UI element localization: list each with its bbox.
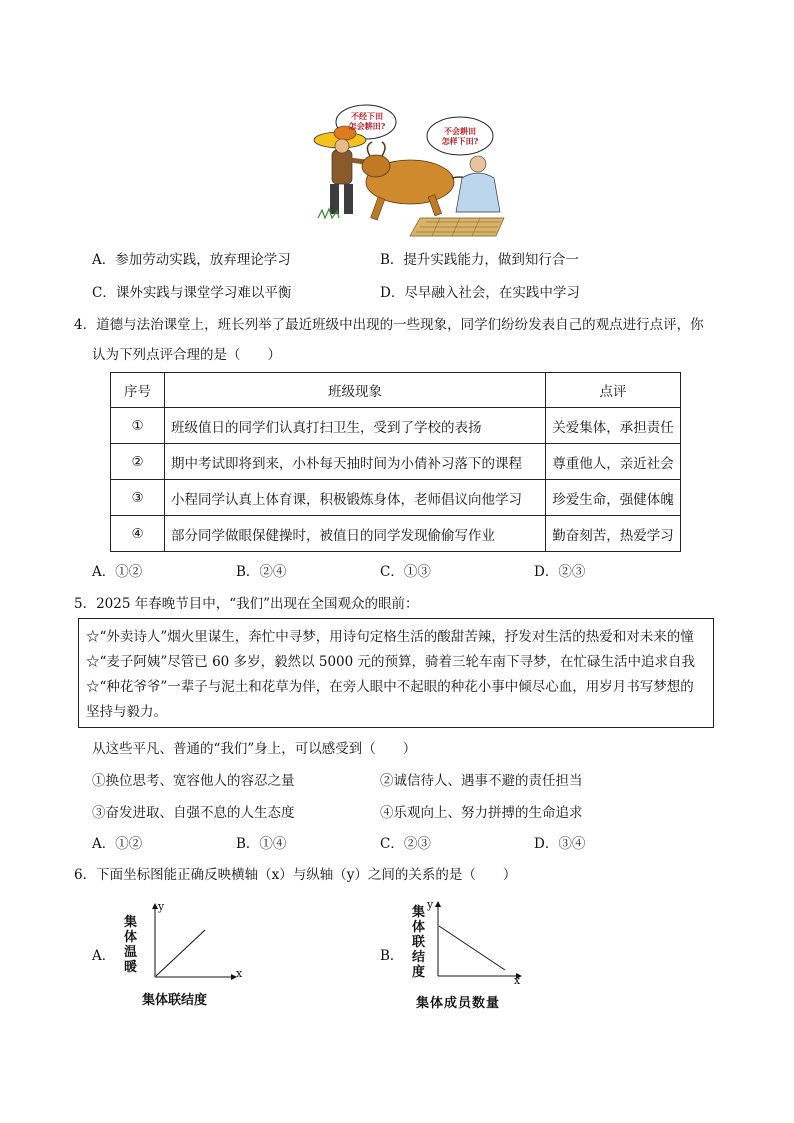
q5-material-box	[78, 618, 714, 728]
q5-statement-1: ①换位思考、宽容他人的容忍之量	[92, 773, 295, 789]
graph-a-x-symbol: x	[236, 967, 243, 980]
graph-a-ylabel: 集体温暖	[124, 915, 138, 975]
q3-option-a: A．参加劳动实践，放弃理论学习	[92, 252, 291, 268]
material-line: 坚持与毅力。	[86, 704, 167, 720]
table-row	[111, 480, 681, 516]
q3-option-d: D．尽早融入社会，在实践中学习	[380, 285, 580, 301]
q4-stem-line2: 认为下列点评合理的是（ ）	[92, 347, 281, 363]
q5-statement-3: ③奋发进取、自强不息的人生态度	[92, 805, 295, 821]
table-row	[111, 408, 681, 444]
header-number: 序号	[111, 373, 165, 408]
table-row	[111, 516, 681, 552]
q4-option-a: A．①②	[92, 564, 143, 580]
graph-a-xlabel: 集体联结度	[142, 993, 208, 1008]
graph-a-y-symbol: y	[158, 900, 165, 913]
table-row	[111, 444, 681, 480]
row-phenomenon: 小程同学认真上体育课，积极锻炼身体，老师倡议向他学习	[165, 480, 546, 516]
q5-option-a: A．①②	[92, 836, 143, 852]
material-line: ☆“种花爷爷”一辈子与泥土和花草为伴，在旁人眼中不起眼的种花小事中倾尽心血，用岁月书写梦想的	[86, 679, 694, 695]
graph-b-xlabel: 集体成员数量	[416, 996, 501, 1011]
graph-b-y-symbol: y	[427, 898, 434, 911]
q3-option-c: C．课外实践与课堂学习难以平衡	[92, 285, 292, 301]
graph-b-axes	[433, 898, 525, 990]
row-phenomenon: 部分同学做眼保健操时，被值日的同学发现偷偷写作业	[165, 516, 546, 552]
q4-option-d: D．②③	[534, 564, 586, 580]
q6-stem: 6．下面坐标图能正确反映横轴（x）与纵轴（y）之间的关系的是（ ）	[74, 867, 517, 883]
q5-statement-2: ②诚信待人、遇事不避的责任担当	[380, 773, 583, 789]
graph-b-line	[439, 926, 505, 970]
graph-a-letter: A．	[92, 948, 116, 964]
material-line: ☆“麦子阿姨”尽管已 60 多岁，毅然以 5000 元的预算，骑着三轮车南下寻梦，在忙碌生活中追求自我	[86, 654, 696, 670]
q5-option-c: C．②③	[380, 836, 431, 852]
row-comment: 勤奋刻苦，热爱学习	[546, 516, 681, 552]
row-comment: 尊重他人，亲近社会	[546, 444, 681, 480]
row-number: ④	[111, 516, 165, 552]
q5-stem: 5．2025 年春晚节目中，“我们”出现在全国观众的眼前：	[74, 596, 419, 612]
q4-stem-line1: 4．道德与法治课堂上，班长列举了最近班级中出现的一些现象，同学们纷纷发表自己的观点进行点评，你	[74, 317, 704, 333]
graph-b-x-symbol: x	[514, 974, 521, 987]
graph-a-axes	[150, 900, 243, 990]
row-comment: 关爱集体，承担责任	[546, 408, 681, 444]
q5-question: 从这些平凡、普通的“我们”身上，可以感受到（ ）	[92, 741, 417, 757]
farming-cartoon	[300, 100, 510, 238]
row-comment: 珍爱生命，强健体魄	[546, 480, 681, 516]
q4-option-b: B．②④	[236, 564, 287, 580]
row-number: ①	[111, 408, 165, 444]
graph-a-line	[156, 930, 205, 976]
table-header-row	[111, 373, 681, 408]
q5-statement-4: ④乐观向上、努力拼搏的生命追求	[380, 805, 583, 821]
row-number: ③	[111, 480, 165, 516]
header-phenomenon: 班级现象	[165, 373, 546, 408]
cartoon-illustration	[300, 100, 510, 238]
material-line: ☆“外卖诗人”烟火里谋生，奔忙中寻梦，用诗句定格生活的酸甜苦辣，抒发对生活的热爱和对未来的憧	[86, 629, 694, 645]
row-number: ②	[111, 444, 165, 480]
q5-option-d: D．③④	[534, 836, 586, 852]
q4-option-c: C．①③	[380, 564, 431, 580]
q5-option-b: B．①④	[236, 836, 287, 852]
bubble-left-text: 不经下田 怎会耕田?	[348, 111, 386, 131]
q3-option-b: B．提升实践能力，做到知行合一	[380, 252, 579, 268]
graph-b-ylabel: 集体联结度	[412, 905, 426, 980]
graph-b-letter: B．	[380, 948, 404, 964]
class-phenomena-table	[110, 372, 681, 552]
header-comment: 点评	[546, 373, 681, 408]
bubble-right-text: 不会耕田 怎样下田?	[441, 126, 479, 146]
row-phenomenon: 班级值日的同学们认真打扫卫生，受到了学校的表扬	[165, 408, 546, 444]
row-phenomenon: 期中考试即将到来，小朴每天抽时间为小倩补习落下的课程	[165, 444, 546, 480]
